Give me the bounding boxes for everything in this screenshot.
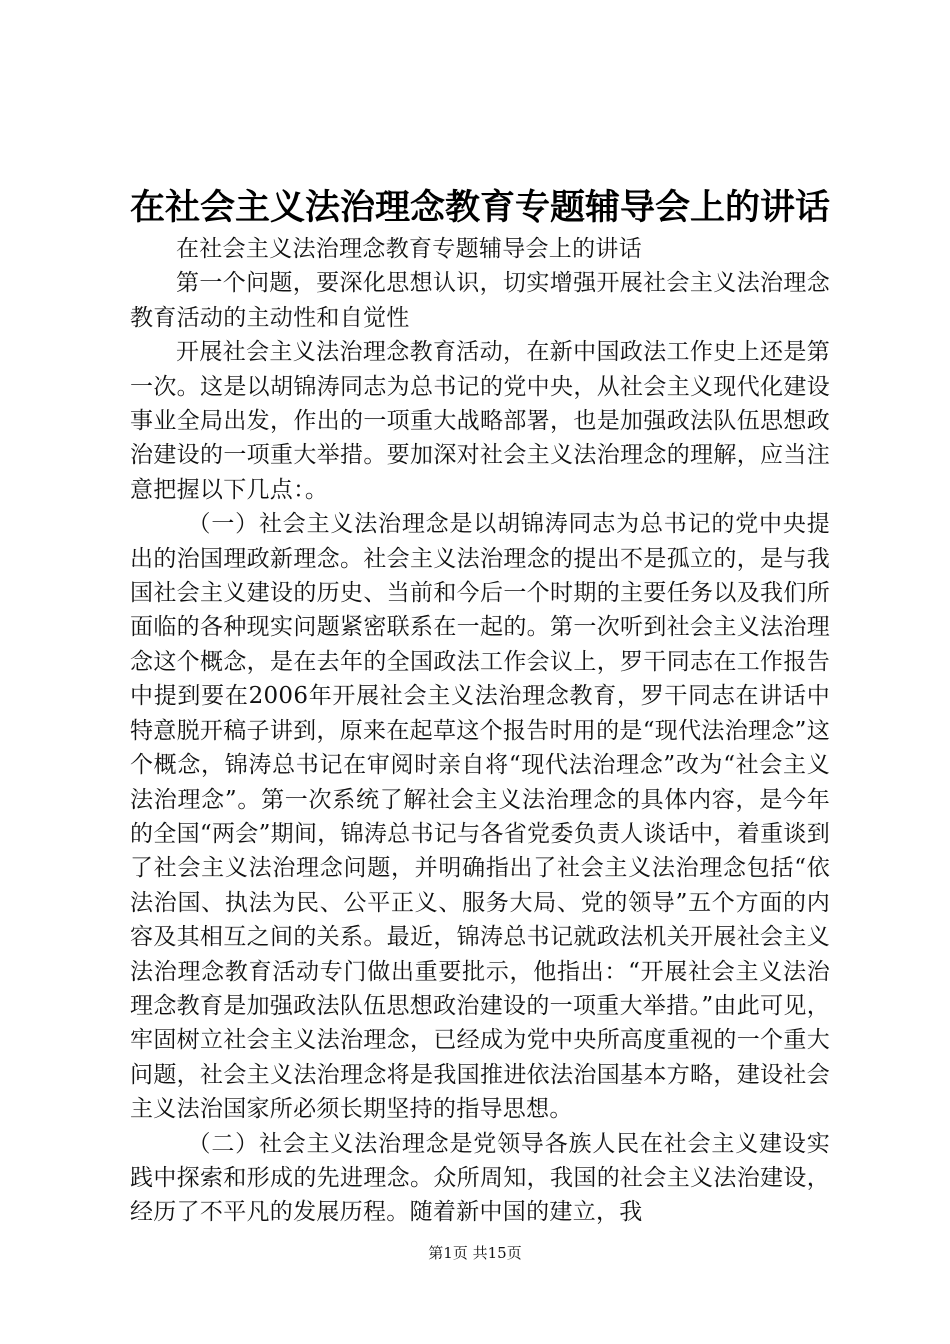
body-paragraph: 开展社会主义法治理念教育活动，在新中国政法工作史上还是第一次。这是以胡锦涛同志为总书记的党中央，从社会主义现代化建设事业全局出发，作出的一项重大战略部署，也是加强政法队伍思想政治建设的一项重大举措。要加深对社会主义法治理念的理解，应当注意把握以下几点：。 [130,339,830,503]
body-paragraph: （二）社会主义法治理念是党领导各族人民在社会主义建设实践中探索和形成的先进理念。众所周知，我国的社会主义法治建设，经历了不平凡的发展历程。随着新中国的建立，我 [130,1130,830,1226]
body-paragraph: （一）社会主义法治理念是以胡锦涛同志为总书记的党中央提出的治国理政新理念。社会主义法治理念的提出不是孤立的，是与我国社会主义建设的历史、当前和今后一个时期的主要任务以及我们所面临的各种现实问题紧密联系在一起的。第一次听到社会主义法治理念这个概念，是在去年的全国政法工作会议上，罗干同志在工作报告中提到要在2006年开展社会主义法治理念教育，罗干同志在讲话中特意脱开稿子讲到，原来在起草这个报告时用的是“现代法治理念”这个概念，锦涛总书记在审阅时亲自将“现代法治理念”改为“社会主义法治理念”。第一次系统了解社会主义法治理念的具体内容，是今年的全国“两会”期间，锦涛总书记与各省党委负责人谈话中，着重谈到了社会主义法治理念问题，并明确指出了社会主义法治理念包括“依法治国、执法为民、公平正义、服务大局、党的领导”五个方面的内容及其相互之间的关系。最近，锦涛总书记就政法机关开展社会主义法治理念教育活动专门做出重要批示，他指出：“开展社会主义法治理念教育是加强政法队伍思想政治建设的一项重大举措。”由此可见，牢固树立社会主义法治理念，已经成为党中央所高度重视的一个重大问题，社会主义法治理念将是我国推进依法治国基本方略，建设社会主义法治国家所必须长期坚持的指导思想。 [130,511,830,1123]
page-number-footer: 第1页 共15页 [428,1244,522,1262]
document-title: 在社会主义法治理念教育专题辅导会上的讲话 [129,188,830,228]
body-paragraph: 在社会主义法治理念教育专题辅导会上的讲话 [176,236,642,262]
body-paragraph: 第一个问题，要深化思想认识，切实增强开展社会主义法治理念教育活动的主动性和自觉性 [130,270,830,331]
document-body [130,232,830,1230]
